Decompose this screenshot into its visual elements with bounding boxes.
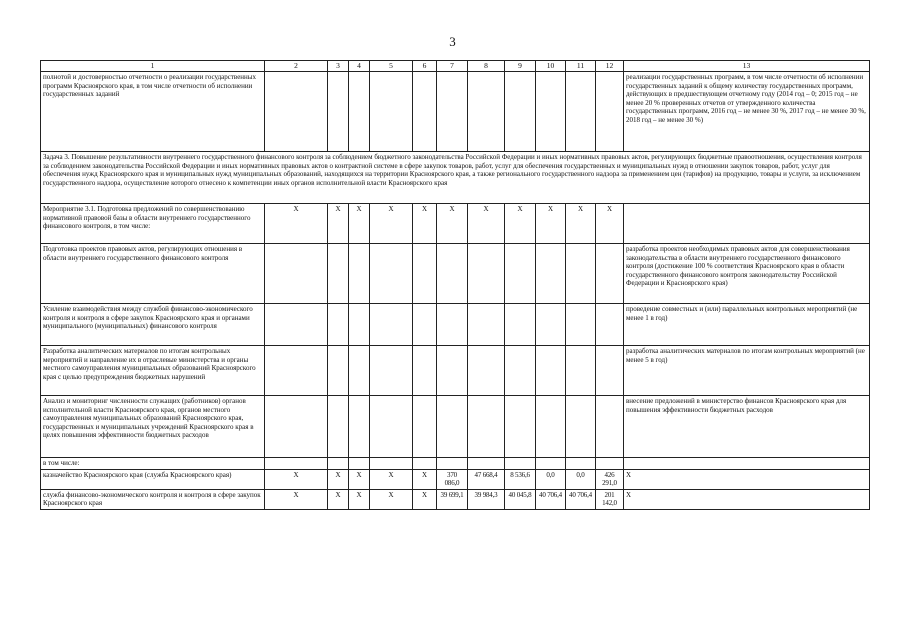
table-cell [437, 244, 468, 304]
task-row [41, 152, 870, 204]
table-cell [468, 304, 505, 346]
table-cell [349, 458, 370, 470]
table-cell [437, 72, 468, 152]
table-cell [437, 458, 468, 470]
amount-cell: 40 706,4 [566, 489, 596, 509]
table-cell [468, 458, 505, 470]
table-cell [370, 244, 413, 304]
table-cell [536, 304, 566, 346]
table-cell [536, 458, 566, 470]
amount-cell: 0,0 [536, 469, 566, 489]
table-row [41, 396, 870, 458]
table-cell [596, 72, 624, 152]
table-cell [349, 304, 370, 346]
table-cell [328, 458, 349, 470]
x-mark: Х [536, 204, 566, 244]
table-row [41, 346, 870, 396]
table-cell [536, 346, 566, 396]
table-cell [536, 396, 566, 458]
table-cell [468, 396, 505, 458]
table-row [41, 72, 870, 152]
table-cell [536, 244, 566, 304]
row-description: Усиление взаимодействия между службой финансово-экономического контроля и контроля в сфере закупок Красноярского края и органами муниципального (муниципальных) финансового контроля [41, 304, 265, 346]
table-cell [468, 346, 505, 396]
amount-cell: 370 086,0 [437, 469, 468, 489]
table-cell [413, 396, 437, 458]
table-cell [265, 304, 328, 346]
amount-cell: 40 045,8 [505, 489, 536, 509]
column-header: 6 [413, 61, 437, 72]
amount-cell: 39 699,1 [437, 489, 468, 509]
amount-cell: 40 706,4 [536, 489, 566, 509]
x-mark: Х [413, 469, 437, 489]
column-header: 5 [370, 61, 413, 72]
column-header: 2 [265, 61, 328, 72]
x-mark: Х [624, 489, 870, 509]
table-cell [596, 458, 624, 470]
table-cell [370, 346, 413, 396]
x-mark: Х [413, 489, 437, 509]
table-cell [566, 304, 596, 346]
x-mark: Х [328, 489, 349, 509]
table-row [41, 304, 870, 346]
row-outcome: реализации государственных программ, в том числе отчетности об исполнении государственных заданий к общему количеству государственных программ, действующих в предшествующем отчетному году (2014 год – 0; 2015 год – не менее 20 % проверенных отчетов от утвержденного количества государственных программ, 2016 год – не менее 30 %, 2017 год – не менее 30 %, 2018 год – не менее 30 %) [624, 72, 870, 152]
row-description: в том числе: [41, 458, 265, 470]
table-cell [265, 346, 328, 396]
row-description: Подготовка проектов правовых актов, регулирующих отношения в области внутреннего государственного финансового контроля [41, 244, 265, 304]
table-cell [349, 396, 370, 458]
table-cell [596, 396, 624, 458]
amount-cell: 0,0 [566, 469, 596, 489]
amount-cell: 8 536,6 [505, 469, 536, 489]
column-header: 11 [566, 61, 596, 72]
table-cell [468, 72, 505, 152]
table-cell [413, 346, 437, 396]
table-cell [566, 244, 596, 304]
table-cell [596, 244, 624, 304]
table-row [41, 469, 870, 489]
column-header: 13 [624, 61, 870, 72]
table-cell [370, 304, 413, 346]
x-mark: Х [566, 204, 596, 244]
x-mark: Х [349, 469, 370, 489]
x-mark: Х [370, 489, 413, 509]
x-mark: Х [468, 204, 505, 244]
row-outcome: внесение предложений в министерство финансов Красноярского края для повышения эффективности бюджетных расходов [624, 396, 870, 458]
table-cell [265, 244, 328, 304]
column-header: 1 [41, 61, 265, 72]
x-mark: Х [349, 204, 370, 244]
amount-cell: 47 668,4 [468, 469, 505, 489]
table-cell [370, 396, 413, 458]
column-header: 8 [468, 61, 505, 72]
table-cell [413, 458, 437, 470]
task-3-text: Задача 3. Повышение результативности внутреннего государственного финансового контроля за соблюдением бюджетного законодательства Российской Федерации и иных нормативных правовых актов, регулирующих бюджетные правоотношения, осуществления контроля за соблюдением законодательства Российской Федерации и иных нормативных правовых актов о контрактной системе в сфере закупок товаров, работ, услуг для обеспечения государственных и муниципальных нужд в отношении закупок товаров, работ, услуг для обеспечения нужд Красноярского края и муниципальных нужд муниципальных образований, находящихся на территории Красноярского края, а также регионального государственного надзора за применением цен (тарифов) на продукцию, товары и услуги, за исключением государственного надзора, осуществление которого отнесено к компетенции иных органов исполнительной власти Красноярского края [41, 152, 870, 204]
table-cell [328, 396, 349, 458]
table-cell [536, 72, 566, 152]
table-cell [596, 304, 624, 346]
x-mark: Х [265, 469, 328, 489]
x-mark: Х [437, 204, 468, 244]
table-cell [505, 244, 536, 304]
row-description: Разработка аналитических материалов по итогам контрольных мероприятий и направление их в отраслевые министерства и органы местного самоуправления муниципальных образований Красноярского края с целью предупреждения бюджетных нарушений [41, 346, 265, 396]
x-mark: Х [349, 489, 370, 509]
table-row [41, 244, 870, 304]
table-cell [624, 458, 870, 470]
row-outcome: разработка проектов необходимых правовых актов для совершенствования законодательства в области внутреннего государственного финансового контроля (достижение 100 % соответствия Красноярского края в области государственного финансового контроля законодательству Российской Федерации и Красноярского края) [624, 244, 870, 304]
table-cell [566, 396, 596, 458]
table-cell [328, 304, 349, 346]
x-mark: Х [265, 204, 328, 244]
table-cell [328, 244, 349, 304]
x-mark: Х [596, 204, 624, 244]
column-numbers-row [41, 61, 870, 72]
row-description: казначейство Красноярского края (служба Красноярского края) [41, 469, 265, 489]
table-row [41, 489, 870, 509]
x-mark: Х [265, 489, 328, 509]
table-cell [370, 72, 413, 152]
table-cell [328, 72, 349, 152]
table-cell [437, 346, 468, 396]
table-cell [505, 304, 536, 346]
x-mark: Х [328, 204, 349, 244]
total-cell: 426 291,0 [596, 469, 624, 489]
row-description: Анализ и мониторинг численности служащих (работников) органов исполнительной власти Красноярского края, органов местного самоуправления муниципальных образований Красноярского края, государственных и муниципальных учреждений Красноярского края в целях повышения эффективности бюджетных расходов [41, 396, 265, 458]
row-outcome: разработка аналитических материалов по итогам контрольных мероприятий (не менее 5 в год) [624, 346, 870, 396]
table-cell [265, 72, 328, 152]
table-cell [596, 346, 624, 396]
x-mark: Х [413, 204, 437, 244]
amount-cell: 39 984,3 [468, 489, 505, 509]
column-header: 12 [596, 61, 624, 72]
column-header: 10 [536, 61, 566, 72]
measure-row [41, 204, 870, 244]
x-mark: Х [328, 469, 349, 489]
table-cell [624, 204, 870, 244]
column-header: 9 [505, 61, 536, 72]
table-cell [505, 72, 536, 152]
table-cell [349, 346, 370, 396]
table-cell [328, 346, 349, 396]
table-cell [413, 72, 437, 152]
row-description: полнотой и достоверностью отчетности о реализации государственных программ Красноярского края, в том числе отчетности об исполнении государственных заданий [41, 72, 265, 152]
x-mark: Х [505, 204, 536, 244]
table-cell [505, 396, 536, 458]
table-cell [566, 346, 596, 396]
total-cell: 201 142,0 [596, 489, 624, 509]
table-cell [265, 458, 328, 470]
table-cell [437, 396, 468, 458]
table-cell [566, 72, 596, 152]
column-header: 4 [349, 61, 370, 72]
table-cell [413, 244, 437, 304]
x-mark: Х [370, 469, 413, 489]
table-cell [265, 396, 328, 458]
x-mark: Х [370, 204, 413, 244]
program-table [40, 60, 870, 510]
table-cell [505, 458, 536, 470]
table-cell [413, 304, 437, 346]
table-cell [566, 458, 596, 470]
table-cell [437, 304, 468, 346]
row-outcome: проведение совместных и (или) параллельных контрольных мероприятий (не менее 1 в год) [624, 304, 870, 346]
table-cell [349, 244, 370, 304]
page-number: 3 [449, 34, 456, 49]
column-header: 3 [328, 61, 349, 72]
table-cell [468, 244, 505, 304]
table-cell [505, 346, 536, 396]
measure-description: Мероприятие 3.1. Подготовка предложений по совершенствованию нормативной правовой базы в области внутреннего государственного финансового контроля, в том числе: [41, 204, 265, 244]
column-header: 7 [437, 61, 468, 72]
table-cell [370, 458, 413, 470]
row-description: служба финансово-экономического контроля и контроля в сфере закупок Красноярского края [41, 489, 265, 509]
table-row [41, 458, 870, 470]
table-cell [349, 72, 370, 152]
x-mark: Х [624, 469, 870, 489]
